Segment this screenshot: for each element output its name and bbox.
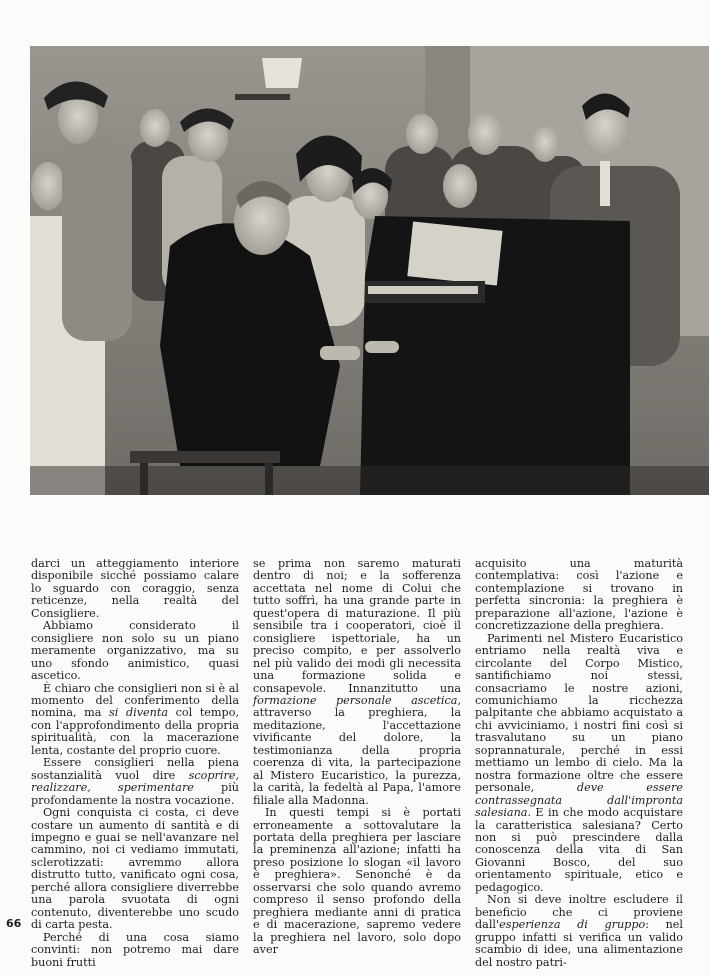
paragraph-text: Non si deve inoltre escludere il beneficio che ci proviene dall' [475,893,683,932]
text-column-1 [31,558,239,969]
paragraph-text: , attraverso la preghiera, la meditazione, l'accettazione vivificante del dolore, la testimonianza della propria coerenza di vita, la partecipazione al Mistero Eucaristico, la purezza, la carità, la fedeltà al Papa, l'amore filiale alla Madonna. [253,693,461,807]
paragraph-text: Perché di una cosa siamo convinti: non potremo mai dare buoni frutti [31,930,239,969]
paragraph-text: darci un atteggiamento interiore disponibile sicché possiamo calare lo sguardo con coraggio, senza reticenze, nella realtà del Consigliere. [31,557,239,620]
paragraph [253,807,461,956]
emphasis: si diventa [109,706,169,720]
page-number: 66 [6,917,22,930]
photograph-choir-around-organ-icon [30,46,709,495]
emphasis: scoprire, realizzare, sperimentare [31,768,239,795]
text-column-3 [475,558,683,969]
text-column-2 [253,558,461,957]
paragraph-text: Abbiamo considerato il consigliere non solo su un piano meramente organizzativo, ma su uno sfondo animistico, quasi ascetico. [31,619,239,683]
emphasis: deve essere contrassegnata dall'impronta salesiana [475,781,683,820]
paragraph-text: È chiaro che consiglieri non si è al momento del conferimento della nomina, ma [31,681,239,720]
paragraph [31,932,239,969]
paragraph [475,558,683,633]
paragraph-text: Essere consiglieri nella piena sostanzialità vuol dire [31,756,239,782]
paragraph [475,894,683,969]
paragraph-text: Ogni conquista ci costa, ci deve costare un aumento di santità e di impegno e guai se nell'avanzare nel cammino, noi ci vediamo immutati, sclerotizzati: avremmo allora distrutto tutto, vanificato ogni cosa, perché allora consigliere diverrebbe una parola svuotata di ogni contenuto, diventerebbe uno scudo di carta pesta. [31,806,239,932]
photograph [30,46,709,495]
paragraph [475,633,683,895]
emphasis: formazione personale ascetica [253,693,458,707]
paragraph-text: acquisito una maturità contemplativa: così l'azione e contemplazione si trovano in perfetta sincronia: la preghiera è preparazione all'azione, l'azione è concretizzazione della preghiera. [475,557,683,633]
paragraph-text: col tempo, con l'approfondimento della propria spiritualità, con la macerazione lenta, costante del proprio cuore. [31,706,239,757]
paragraph-text: se prima non saremo maturati dentro di noi; e la sofferenza accettata nel nome di Colui che tutto soffrì, ha una grande parte in quest'opera di maturazione. Il più sensibile tra i cooperatori, cioè il consigliere ispettoriale, ha un preciso compito, e per assolverlo nel più valido dei modi gli necessita una formazione solida e consapevole. Innanzitutto una [253,557,461,695]
paragraph [31,757,239,807]
paragraph [31,620,239,682]
paragraph-text: . E in che modo acquistare la caratteristica salesiana? Certo non si può prescindere dalla conoscenza della vita di San Giovanni Bosco, del suo orientamento spirituale, etico e pedagogico. [475,806,683,894]
emphasis: esperienza di gruppo [499,918,646,932]
paragraph [253,558,461,807]
paragraph [31,683,239,758]
paragraph-text: : nel gruppo infatti si verifica un valido scambio di idee, una alimentazione del nostro patri- [475,918,683,969]
paragraph-text: più profondamente la nostra vocazione. [31,781,239,807]
paragraph [31,558,239,620]
paragraph-text: Parimenti nel Mistero Eucaristico entriamo nella realtà viva e circolante del Corpo Mistico, santifichiamo noi stessi, consacriamo le nostre azioni, comunichiamo la ricchezza palpitante che abbiamo acquistato a chi avviciniamo, i nostri fini così si trasvalutano su un piano soprannaturale, perché in essi mettiamo un lembo di cielo. Ma la nostra formazione oltre che essere personale, [475,631,683,795]
paragraph-text: In questi tempi si è portati erroneamente a sottovalutare la portata della preghiera per lasciare la preminenza all'azione; infatti ha preso posizione lo slogan «il lavoro è preghiera». Senonché è da osservarsi che solo quando avremo compreso il senso profondo della preghiera mediante anni di pratica e di macerazione, sapremo vedere la preghiera nel lavoro, solo dopo aver [253,806,461,957]
paragraph [31,807,239,932]
